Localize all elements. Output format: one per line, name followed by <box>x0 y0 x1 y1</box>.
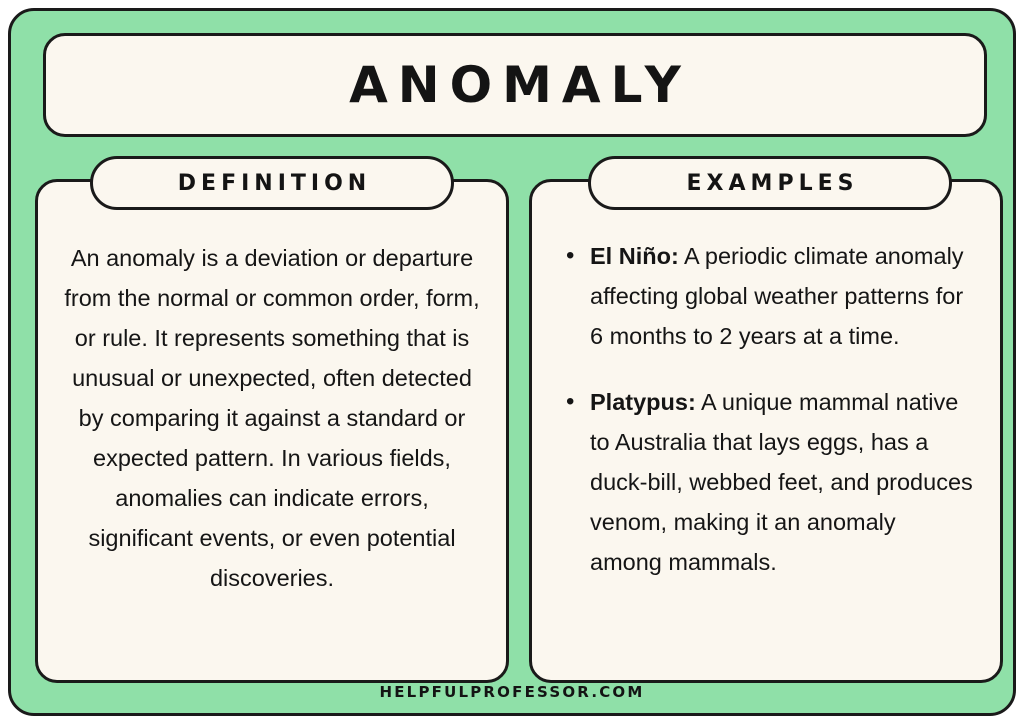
bullet-icon: • <box>566 388 575 415</box>
example-term: Platypus: <box>590 389 696 415</box>
examples-panel <box>529 170 1003 683</box>
list-item <box>562 236 974 356</box>
poster-container <box>8 8 1016 716</box>
examples-heading-chip <box>588 156 952 210</box>
footer-watermark: HELPFULPROFESSOR.COM <box>379 683 645 701</box>
definition-text: An anomaly is a deviation or departure from the normal or common order, form, or rule. It represents something that is unusual or unexpected, often detected by comparing it against a standard or expected pattern. In various fields, anomalies can indicate errors, significant events, or even potential discoveries. <box>64 245 480 591</box>
definition-heading-label: DEFINITION <box>177 170 372 196</box>
definition-heading-chip <box>90 156 454 210</box>
examples-list <box>562 236 974 608</box>
definition-panel <box>35 170 509 683</box>
example-description: A unique mammal native to Australia that lays eggs, has a duck-bill, webbed feet, and produces venom, making it an anomaly among mammals. <box>590 389 973 575</box>
list-item <box>562 382 974 582</box>
title-card <box>43 33 987 137</box>
bullet-icon: • <box>566 242 575 269</box>
examples-heading-label: EXAMPLES <box>686 170 859 196</box>
page-title: ANOMALY <box>349 56 691 114</box>
example-description: A periodic climate anomaly affecting global weather patterns for 6 months to 2 years at a time. <box>590 243 964 349</box>
example-term: El Niño: <box>590 243 679 269</box>
